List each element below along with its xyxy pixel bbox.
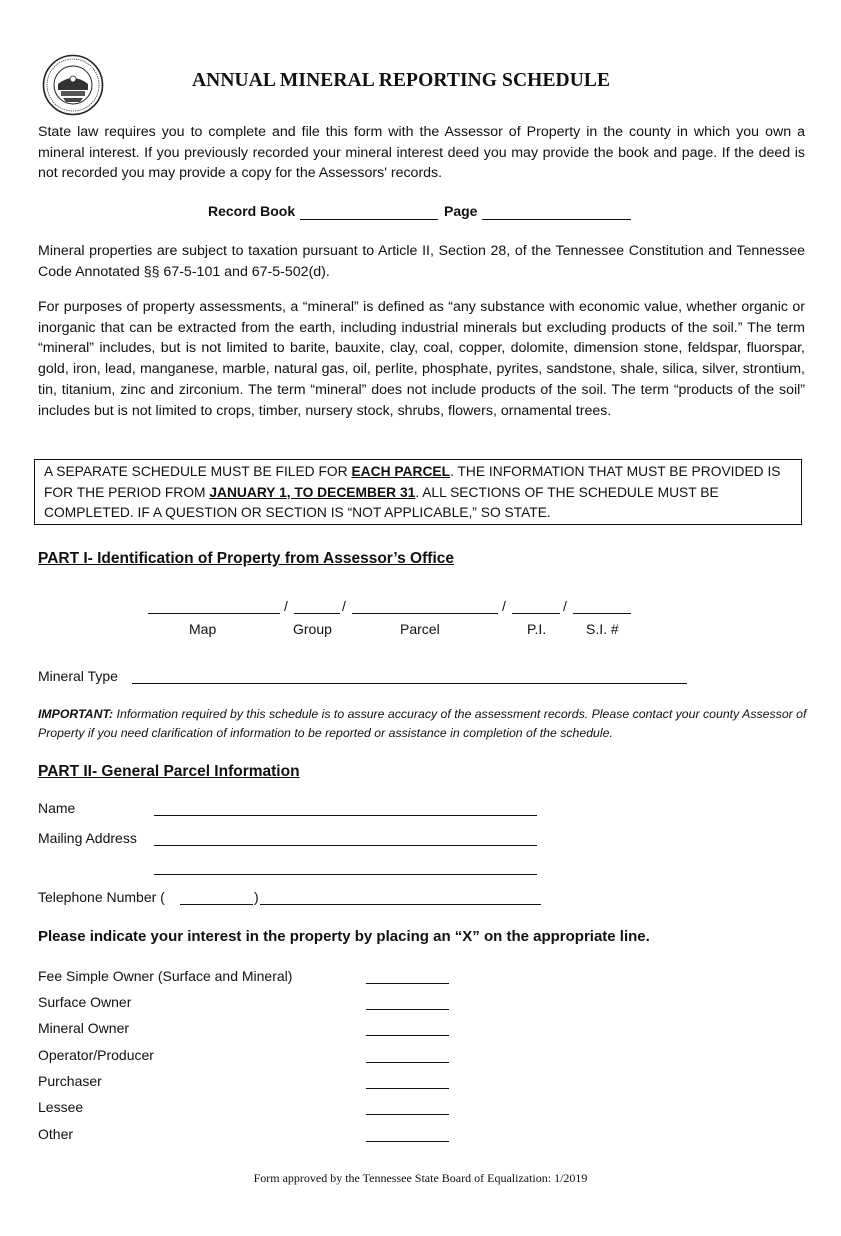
option-other-label: Other bbox=[38, 1126, 74, 1142]
period-emphasis: JANUARY 1, TO DECEMBER 31 bbox=[209, 484, 416, 500]
parcel-label: Parcel bbox=[400, 621, 440, 637]
option-purchaser-label: Purchaser bbox=[38, 1073, 102, 1089]
important-note: IMPORTANT: Information required by this schedule is to assure accuracy of the assessment records. Please contact your county Assessor of Property if you need clarification of information to be reported or assistance in completion of the schedule. bbox=[38, 707, 807, 740]
state-seal-icon bbox=[42, 54, 104, 116]
option-other-field[interactable] bbox=[366, 1141, 449, 1142]
option-operator-producer-label: Operator/Producer bbox=[38, 1047, 154, 1063]
parcel-field[interactable] bbox=[352, 613, 498, 614]
si-field[interactable] bbox=[573, 613, 631, 614]
mineral-type-label: Mineral Type bbox=[38, 668, 118, 684]
taxation-paragraph: Mineral properties are subject to taxation pursuant to Article II, Section 28, of the Tennessee Constitution and Tennessee Code Annotated §§ 67-5-101 and 67-5-502(d). bbox=[38, 243, 805, 280]
intro-paragraph: State law requires you to complete and file this form with the Assessor of Property in the county in which you own a mineral interest. If you previously recorded your mineral interest deed you may provide the book and page. If the deed is not recorded you may provide a copy for the Assessors' records. bbox=[38, 124, 805, 182]
si-label: S.I. # bbox=[586, 621, 619, 637]
part2-heading: PART II- General Parcel Information bbox=[38, 763, 300, 780]
telephone-label: Telephone Number ( bbox=[38, 889, 165, 905]
pi-field[interactable] bbox=[512, 613, 560, 614]
record-book-label: Record Book bbox=[208, 203, 296, 219]
option-lessee-label: Lessee bbox=[38, 1099, 84, 1115]
group-label: Group bbox=[293, 621, 332, 637]
mailing-address-field-2[interactable] bbox=[154, 874, 537, 875]
interest-instruction: Please indicate your interest in the property by placing an “X” on the appropriate line. bbox=[38, 928, 650, 945]
each-parcel-emphasis: EACH PARCEL bbox=[351, 464, 451, 479]
option-operator-producer-field[interactable] bbox=[366, 1062, 449, 1063]
pi-label: P.I. bbox=[527, 621, 547, 637]
option-surface-owner-label: Surface Owner bbox=[38, 994, 132, 1010]
name-label: Name bbox=[38, 800, 76, 816]
option-mineral-owner-label: Mineral Owner bbox=[38, 1020, 130, 1036]
option-fee-simple-owner-field[interactable] bbox=[366, 983, 449, 984]
group-field[interactable] bbox=[294, 613, 340, 614]
mineral-type-field[interactable] bbox=[132, 683, 687, 684]
option-purchaser-field[interactable] bbox=[366, 1088, 449, 1089]
name-field[interactable] bbox=[154, 815, 537, 816]
notice-text: A SEPARATE SCHEDULE MUST BE FILED FOR EACH PARCEL. THE INFORMATION THAT MUST BE PROVIDED IS FOR THE PERIOD FROM JANUARY 1, TO DECEMBER 31. ALL SECTIONS OF THE SCHEDULE MUST BE COMPLETED. IF A QUESTION OR SECTION IS “NOT APPLICABLE,” SO STATE. bbox=[44, 464, 781, 520]
page-label: Page bbox=[444, 203, 478, 219]
telephone-field[interactable] bbox=[260, 904, 541, 905]
record-book-field[interactable] bbox=[300, 219, 438, 220]
option-surface-owner-field[interactable] bbox=[366, 1009, 449, 1010]
option-fee-simple-owner-label: Fee Simple Owner (Surface and Mineral) bbox=[38, 968, 293, 984]
form-approval-footer: Form approved by the Tennessee State Board of Equalization: 1/2019 bbox=[253, 1171, 588, 1185]
mailing-address-field-1[interactable] bbox=[154, 845, 537, 846]
map-label: Map bbox=[189, 621, 217, 637]
option-lessee-field[interactable] bbox=[366, 1114, 449, 1115]
map-field[interactable] bbox=[148, 613, 280, 614]
option-mineral-owner-field[interactable] bbox=[366, 1035, 449, 1036]
part1-heading: PART I- Identification of Property from Assessor’s Office bbox=[38, 550, 454, 567]
mailing-address-label: Mailing Address bbox=[38, 830, 137, 846]
form-title: ANNUAL MINERAL REPORTING SCHEDULE bbox=[192, 70, 611, 91]
mineral-definition-paragraph: For purposes of property assessments, a “mineral” is defined as “any substance with economic value, whether organic or inorganic that can be extracted from the earth, including industrial minerals but excluding products of the soil.” The term “mineral” includes, but is not limited to barite, bauxite, clay, coal, copper, dolomite, dimension stone, feldspar, fluorspar, gold, iron, lead, manganese, marble, natural gas, oil, perlite, phosphate, pyrites, sandstone, shale, silica, silver, strontium, tin, titanium, zinc and zirconium. The term “mineral” does not include products of the soil. The term “products of the soil” includes but is not limited to crops, timber, nursery stock, shrubs, flowers, ornamental trees. bbox=[38, 299, 805, 419]
area-code-field[interactable] bbox=[180, 904, 253, 905]
page-field[interactable] bbox=[482, 219, 631, 220]
